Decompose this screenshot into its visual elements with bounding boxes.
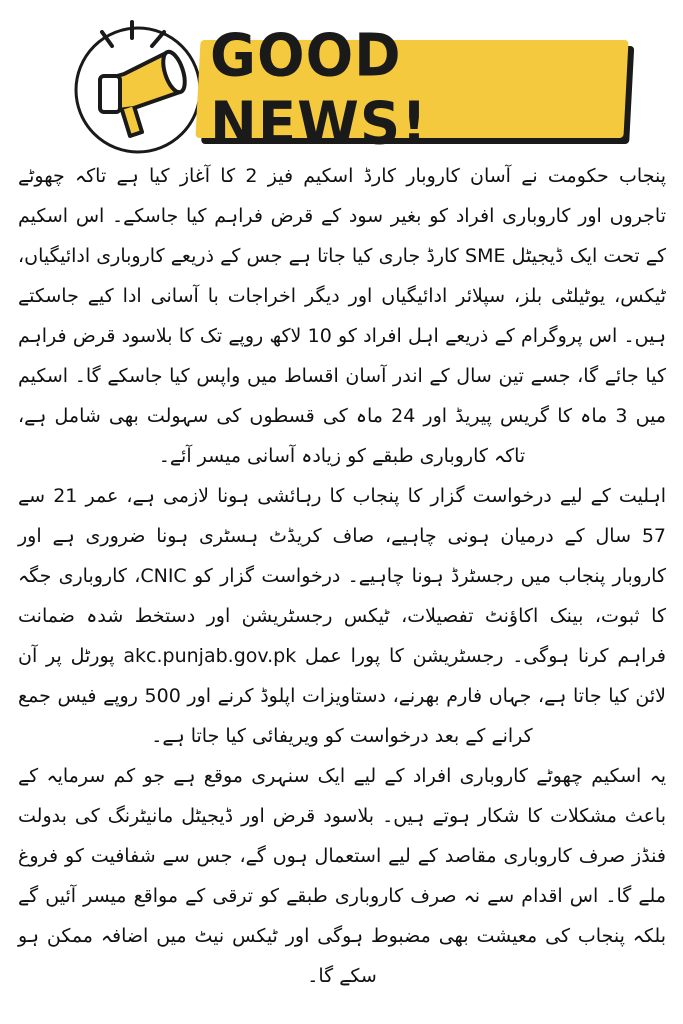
article-body: [18, 156, 666, 996]
article-paragraph: یہ اسکیم چھوٹے کاروباری افراد کے لیے ایک سنہری موقع ہے جو کم سرمایہ کے باعث مشکلات کا شکار ہوتے ہیں۔ بلاسود قرض اور ڈیجیٹل مانیٹرنگ کی بدولت فنڈز صرف کاروباری مقاصد کے لیے استعمال ہوں گے، جس سے شفافیت کو فروغ ملے گا۔ اس اقدام سے نہ صرف کاروباری طبقے کو ترقی کے مواقع میسر آئیں گے بلکہ پنجاب کی معیشت بھی مضبوط ہوگی اور ٹیکس نیٹ میں اضافہ ممکن ہو سکے گا۔: [18, 765, 666, 987]
banner-title: GOOD NEWS!: [210, 21, 428, 159]
article-paragraph: پنجاب حکومت نے آسان کاروبار کارڈ اسکیم فیز 2 کا آغاز کیا ہے تاکہ چھوٹے تاجروں اور کاروباری افراد کو بغیر سود کے قرض فراہم کیا جاسکے۔ اس اسکیم کے تحت ایک ڈیجیٹل SME کارڈ جاری کیا جاتا ہے جس کے ذریعے کاروباری ادائیگیاں، ٹیکس، یوٹیلٹی بلز، سپلائر ادائیگیاں اور دیگر اخراجات با آسانی ادا کیے جاسکتے ہیں۔ اس پروگرام کے ذریعے اہل افراد کو 10 لاکھ روپے تک کا بلاسود قرض فراہم کیا جائے گا، جسے تین سال کے اندر آسان اقساط میں واپس کیا جاسکے گا۔ اسکیم میں 3 ماہ کا گریس پیریڈ اور 24 ماہ کی قسطوں کی سہولت بھی شامل ہے، تاکہ کاروباری طبقے کو زیادہ آسانی میسر آئے۔: [18, 165, 666, 467]
good-news-banner: [60, 18, 630, 159]
article-paragraph: اہلیت کے لیے درخواست گزار کا پنجاب کا رہائشی ہونا لازمی ہے، عمر 21 سے 57 سال کے درمیان ہونی چاہیے، صاف کریڈٹ ہسٹری ہونا ضروری ہے اور کاروبار پنجاب میں رجسٹرڈ ہونا چاہیے۔ درخواست گزار کو CNIC، کاروباری جگہ کا ثبوت، بینک اکاؤنٹ تفصیلات، ٹیکس رجسٹریشن اور دستخط شدہ ضمانت فراہم کرنا ہوگی۔ رجسٹریشن کا پورا عمل akc.punjab.gov.pk پورٹل پر آن لائن کیا جاتا ہے، جہاں فارم بھرنے، دستاویزات اپلوڈ کرنے اور 500 روپے فیس جمع کرانے کے بعد درخواست کو ویریفائی کیا جاتا ہے۔: [18, 485, 667, 747]
